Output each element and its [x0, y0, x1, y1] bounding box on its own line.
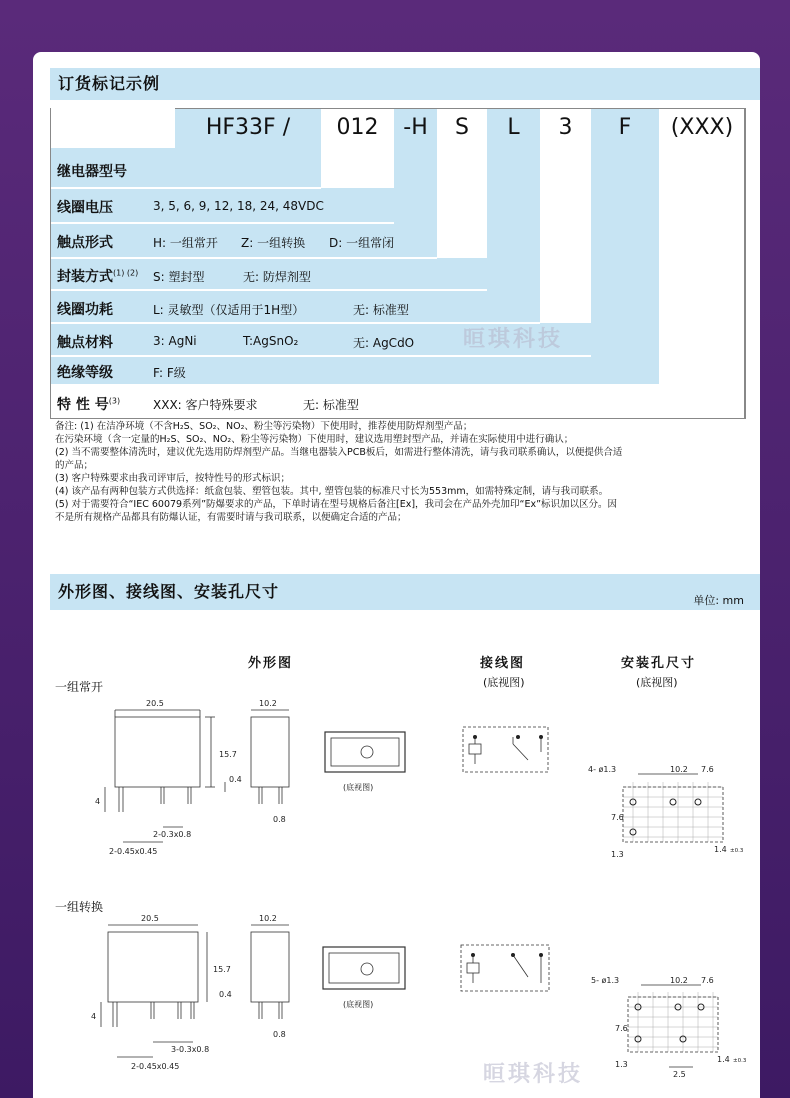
row-label-voltage: 线圈电压 [57, 200, 113, 216]
drawings-section-2 [33, 907, 760, 1077]
material-t: T:AgSnO₂ [243, 334, 299, 348]
special-label-text: 特 性 号 [57, 397, 109, 413]
dimensions-header [50, 574, 760, 610]
row-label-insulation: 绝缘等级 [57, 365, 113, 381]
bottom-view-label: (底视图) [343, 783, 374, 792]
dim-04-2: 0.4 [219, 990, 232, 999]
holes-tol: ±0.3 [730, 848, 744, 854]
wiring-diagram-no [463, 727, 548, 772]
row-label-coil-power: 线圈功耗 [57, 302, 113, 318]
dim-depth: 10.2 [259, 699, 277, 708]
package-label-text: 封装方式 [57, 269, 113, 285]
relay-side-body [251, 717, 289, 787]
holes-25: 2.5 [673, 1070, 686, 1077]
wiring-diagram-co [461, 945, 549, 991]
code-segment: HF33F / [205, 115, 291, 140]
note-line: 在污染环境（含一定量的H₂S、SO₂、NO₂、粉尘等污染物）下使用时，建议选用塑封型产品，并请在实际使用中进行确认； [55, 434, 574, 445]
dim-pins-b: 2-0.45x0.45 [109, 847, 158, 856]
bottom-view-label-2: (底视图) [343, 1000, 374, 1009]
section-label-co: 一组转换 [55, 900, 104, 914]
code-segment: S [455, 115, 469, 140]
watermark-bottom: 晅琪科技 [483, 1062, 584, 1087]
dim-pins-c: 3-0.3x0.8 [171, 1045, 210, 1054]
dim-width-2: 20.5 [141, 914, 159, 923]
dim-width: 20.5 [146, 699, 164, 708]
dim-4: 4 [95, 797, 101, 806]
holes-count-2: 5- ø1.3 [591, 976, 620, 985]
relay-side-body-2 [251, 932, 289, 1002]
special-xxx: XXX: 客户特殊要求 [153, 398, 258, 412]
order-example-header [50, 68, 760, 100]
holes-tol-2: ±0.3 [733, 1058, 747, 1064]
holes-76v: 7.6 [611, 813, 624, 822]
contact-form-z: Z: 一组转换 [241, 236, 306, 250]
dim-04: 0.4 [229, 775, 242, 784]
watermark: 晅琪科技 [463, 327, 564, 352]
holes-14-2: 1.4 [717, 1055, 730, 1064]
row-label-contact-form: 触点形式 [57, 235, 113, 251]
holes-grid-co [628, 992, 718, 1052]
holes-76v-2: 7.6 [615, 1024, 628, 1033]
code-segment: (XXX) [670, 115, 734, 140]
coil-power-none: 无: 标准型 [353, 303, 409, 317]
holes-13: 1.3 [611, 850, 624, 859]
row-label-model: 继电器型号 [57, 164, 127, 180]
voltage-values: 3, 5, 6, 9, 12, 18, 24, 48VDC [153, 199, 324, 213]
code-segment: F [618, 115, 632, 140]
insulation-f: F: F级 [153, 366, 186, 380]
holes-13-2: 1.3 [615, 1060, 628, 1069]
dim-depth-2: 10.2 [259, 914, 277, 923]
contact-form-d: D: 一组常闭 [329, 236, 395, 250]
dim-height: 15.7 [219, 750, 237, 759]
holes-bottom-view: (底视图) [636, 676, 678, 689]
relay-front-body [115, 717, 200, 787]
wiring-bottom-view: (底视图) [483, 676, 525, 689]
note-line: 不是所有规格产品都具有防爆认证，有需要时请与我司联系，以便确定合适的产品； [55, 512, 407, 523]
package-s: S: 塑封型 [153, 270, 205, 284]
code-segment: L [507, 115, 520, 140]
order-block-right [745, 108, 746, 419]
holes-102-2: 10.2 [670, 976, 688, 985]
dim-height-2: 15.7 [213, 965, 231, 974]
code-segment: -H [403, 115, 428, 140]
col-title-holes: 安装孔尺寸 [621, 656, 697, 671]
relay-front-body-2 [108, 932, 198, 1002]
dim-08: 0.8 [273, 815, 286, 824]
section-label-no: 一组常开 [55, 680, 104, 694]
order-example-title: 订货标记示例 [58, 74, 161, 93]
holes-102: 10.2 [670, 765, 688, 774]
dim-pins-d: 2-0.45x0.45 [131, 1062, 180, 1071]
coil-power-l: L: 灵敏型（仅适用于1H型） [153, 303, 305, 317]
notes-block [55, 420, 755, 524]
note-line: (3) 客户特殊要求由我司评审后，按特性号的形式标识； [55, 473, 290, 484]
code-segment: 3 [558, 115, 573, 140]
holes-76: 7.6 [701, 765, 714, 774]
note-line: 备注: (1) 在洁净环境（不含H₂S、SO₂、NO₂、粉尘等污染物）下使用时，推荐使用防焊剂型产品； [55, 421, 473, 432]
note-line: 的产品； [55, 460, 94, 471]
dim-pins-a: 2-0.3x0.8 [153, 830, 192, 839]
package-label-sup: (1) (2) [113, 268, 139, 278]
row-label-contact-material: 触点材料 [57, 335, 113, 351]
code-segment: 012 [336, 115, 379, 140]
dim-4-2: 4 [91, 1012, 97, 1021]
contact-form-h: H: 一组常开 [153, 236, 218, 250]
material-none: 无: AgCdO [353, 336, 415, 350]
package-none: 无: 防焊剂型 [243, 270, 311, 284]
note-line: (4) 该产品有两种包装方式供选择：纸盒包装、塑管包装。其中, 塑管包装的标准尺寸长为553mm，如需特殊定制，请与我司联系。 [55, 486, 609, 497]
dimensions-title: 外形图、接线图、安装孔尺寸 [58, 582, 280, 601]
col-title-wiring: 接线图 [480, 656, 526, 671]
holes-count: 4- ø1.3 [588, 765, 617, 774]
note-line: (2) 当不需要整体清洗时，建议优先选用防焊剂型产品。当继电器装入PCB板后，如需进行整体清洗，请与我司联系确认，以便提供合适 [55, 447, 623, 458]
col-title-outline: 外形图 [248, 656, 294, 671]
holes-grid-no [623, 782, 723, 842]
unit-label: 单位: mm [693, 594, 744, 607]
material-3: 3: AgNi [153, 334, 197, 348]
drawings-section-1 [33, 692, 760, 862]
special-none: 无: 标准型 [303, 398, 359, 412]
holes-76-2: 7.6 [701, 976, 714, 985]
datasheet-card [33, 52, 760, 1098]
row-label-special [57, 394, 120, 414]
special-label-sup: (3) [108, 396, 121, 406]
holes-14: 1.4 [714, 845, 727, 854]
dim-08-2: 0.8 [273, 1030, 286, 1039]
note-line: (5) 对于需要符合“IEC 60079系列”防爆要求的产品，下单时请在型号规格后备注[Ex]，我司会在产品外壳加印“Ex”标识加以区分。因 [55, 499, 618, 510]
row-label-package [57, 266, 138, 286]
